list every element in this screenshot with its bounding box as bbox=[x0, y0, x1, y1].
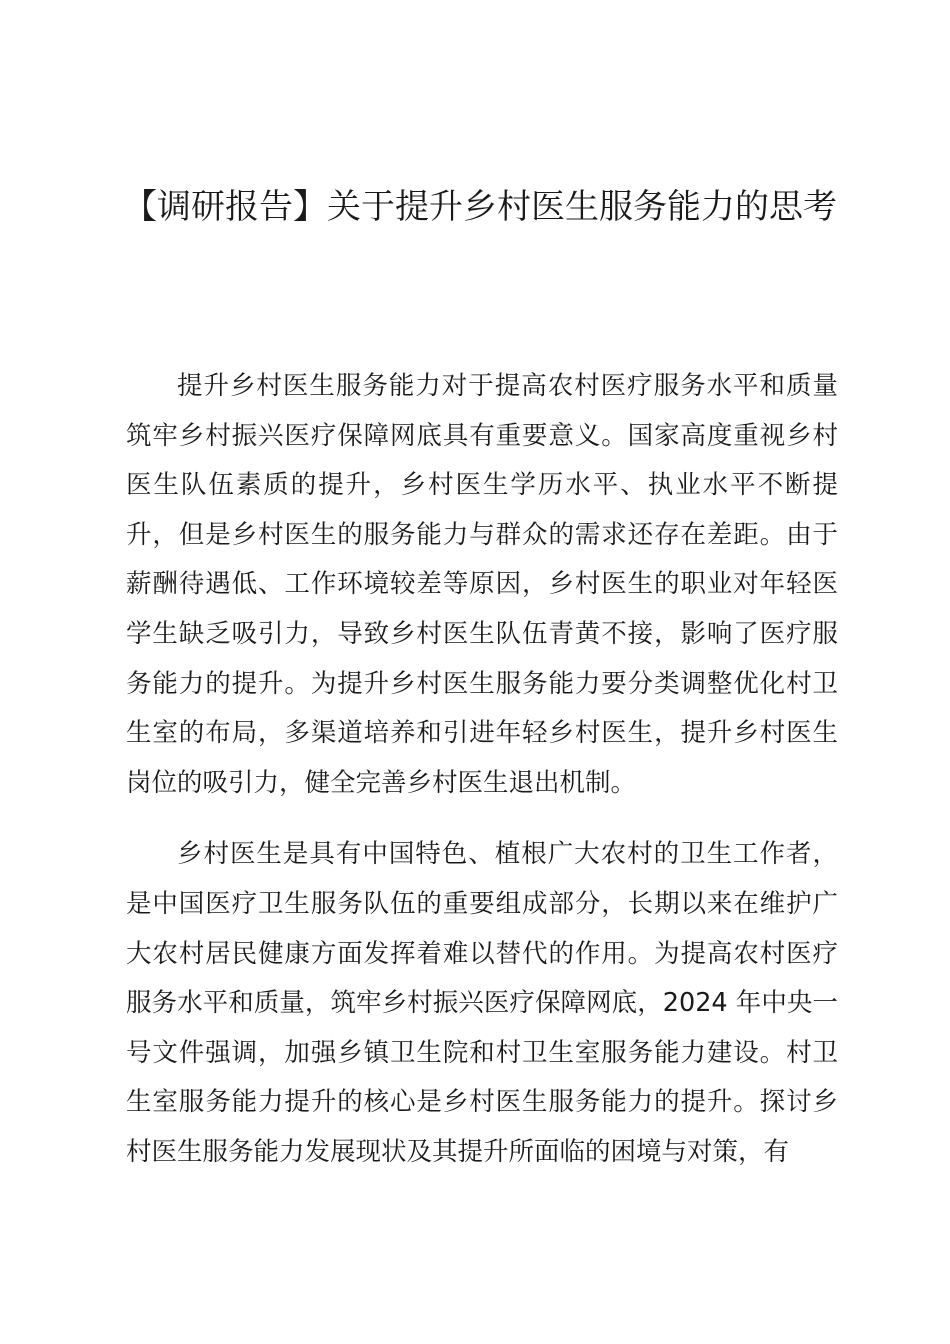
document-title: 【调研报告】关于提升乡村医生服务能力的思考 bbox=[123, 187, 837, 227]
document-body bbox=[126, 362, 838, 1200]
paragraph-2: 乡村医生是具有中国特色、植根广大农村的卫生工作者，是中国医疗卫生服务队伍的重要组成部分，长期以来在维护广大农村居民健康方面发挥着难以替代的作用。为提高农村医疗服务水平和质量，筑牢乡村振兴医疗保障网底，2024 年中央一号文件强调，加强乡镇卫生院和村卫生室服务能力建设。村卫生室服务能力提升的核心是乡村医生服务能力的提升。探讨乡村医生服务能力发展现状及其提升所面临的困境与对策，有 bbox=[126, 839, 838, 1167]
paragraph-1: 提升乡村医生服务能力对于提高农村医疗服务水平和质量筑牢乡村振兴医疗保障网底具有重要意义。国家高度重视乡村医生队伍素质的提升，乡村医生学历水平、执业水平不断提升，但是乡村医生的服务能力与群众的需求还存在差距。由于薪酬待遇低、工作环境较差等原因，乡村医生的职业对年轻医学生缺乏吸引力，导致乡村医生队伍青黄不接，影响了医疗服务能力的提升。为提升乡村医生服务能力要分类调整优化村卫生室的布局，多渠道培养和引进年轻乡村医生，提升乡村医生岗位的吸引力，健全完善乡村医生退出机制。 bbox=[126, 371, 838, 798]
